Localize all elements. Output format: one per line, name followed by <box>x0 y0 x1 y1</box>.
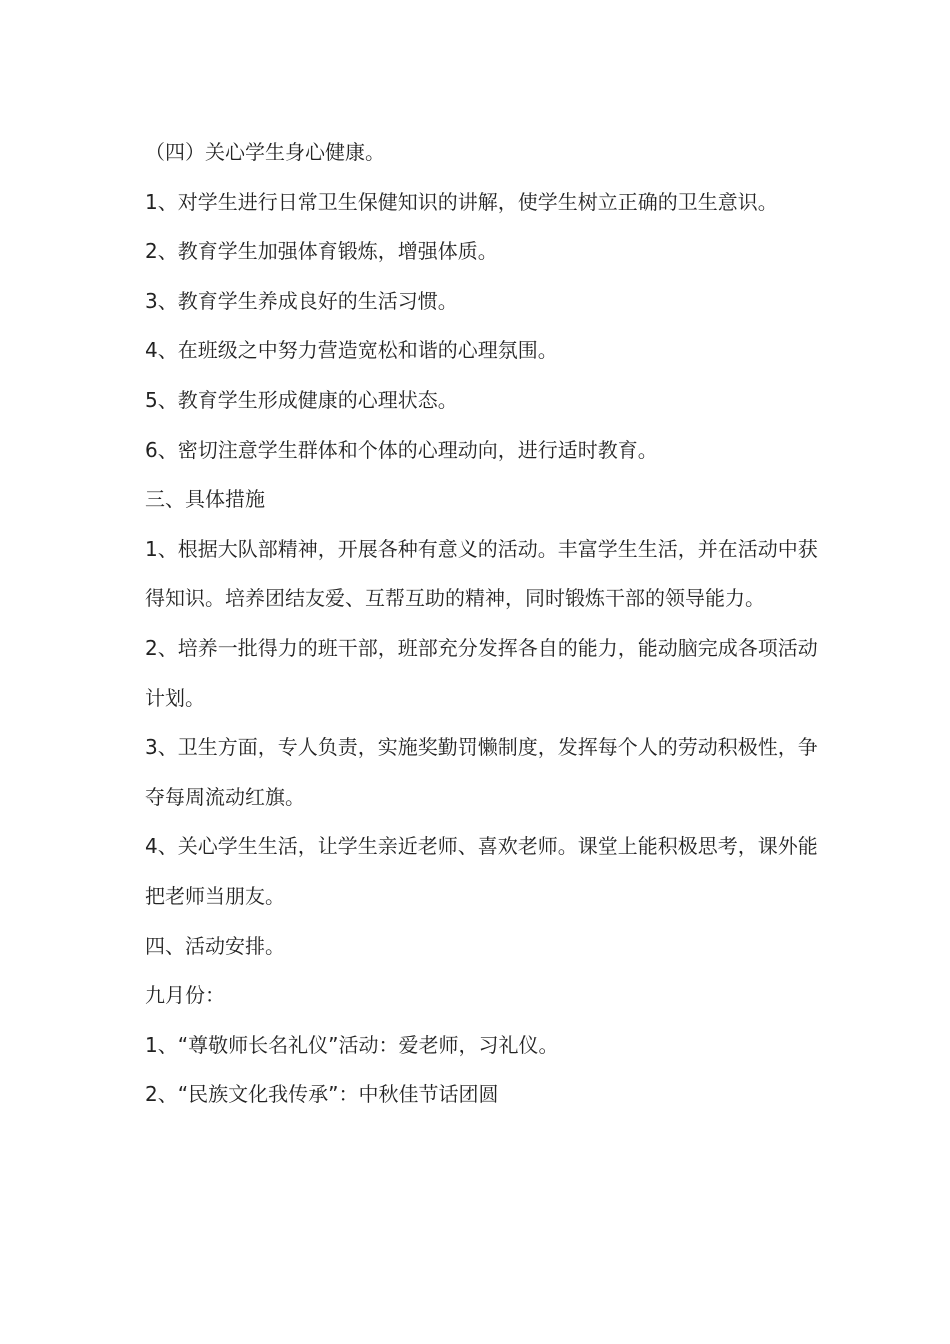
paragraph-health-5: 5、教育学生形成健康的心理状态。 <box>145 387 458 412</box>
section-heading-measures: 三、具体措施 <box>145 487 265 512</box>
paragraph-measures-1: 1、根据大队部精神，开展各种有意义的活动。丰富学生生活，并在活动中获得知识。培养团结友爱、互帮互助的精神，同时锻炼干部的领导能力。 <box>145 536 818 611</box>
paragraph-health-6: 6、密切注意学生群体和个体的心理动向，进行适时教育。 <box>145 437 658 462</box>
paragraph-september-1: 1、“尊敬师长名礼仪”活动：爱老师，习礼仪。 <box>145 1032 559 1057</box>
month-heading-september: 九月份： <box>145 983 225 1008</box>
document-page <box>145 128 835 1120</box>
paragraph-health-1: 1、对学生进行日常卫生保健知识的讲解，使学生树立正确的卫生意识。 <box>145 189 778 214</box>
paragraph-measures-4: 4、关心学生生活，让学生亲近老师、喜欢老师。课堂上能积极思考，课外能把老师当朋友。 <box>145 834 818 908</box>
section-heading-health: （四）关心学生身心健康。 <box>145 140 385 164</box>
paragraph-health-3: 3、教育学生养成良好的生活习惯。 <box>145 288 458 313</box>
paragraph-health-2: 2、教育学生加强体育锻炼，增强体质。 <box>145 239 498 264</box>
paragraph-measures-2: 2、培养一批得力的班干部，班部充分发挥各自的能力，能动脑完成各项活动计划。 <box>145 635 818 710</box>
paragraph-measures-3: 3、卫生方面，专人负责，实施奖勤罚懒制度，发挥每个人的劳动积极性，争夺每周流动红旗。 <box>145 735 818 809</box>
paragraph-health-4: 4、在班级之中努力营造宽松和谐的心理氛围。 <box>145 338 558 363</box>
section-heading-activities: 四、活动安排。 <box>145 933 285 958</box>
paragraph-september-2: 2、“民族文化我传承”：中秋佳节话团圆 <box>145 1082 499 1107</box>
